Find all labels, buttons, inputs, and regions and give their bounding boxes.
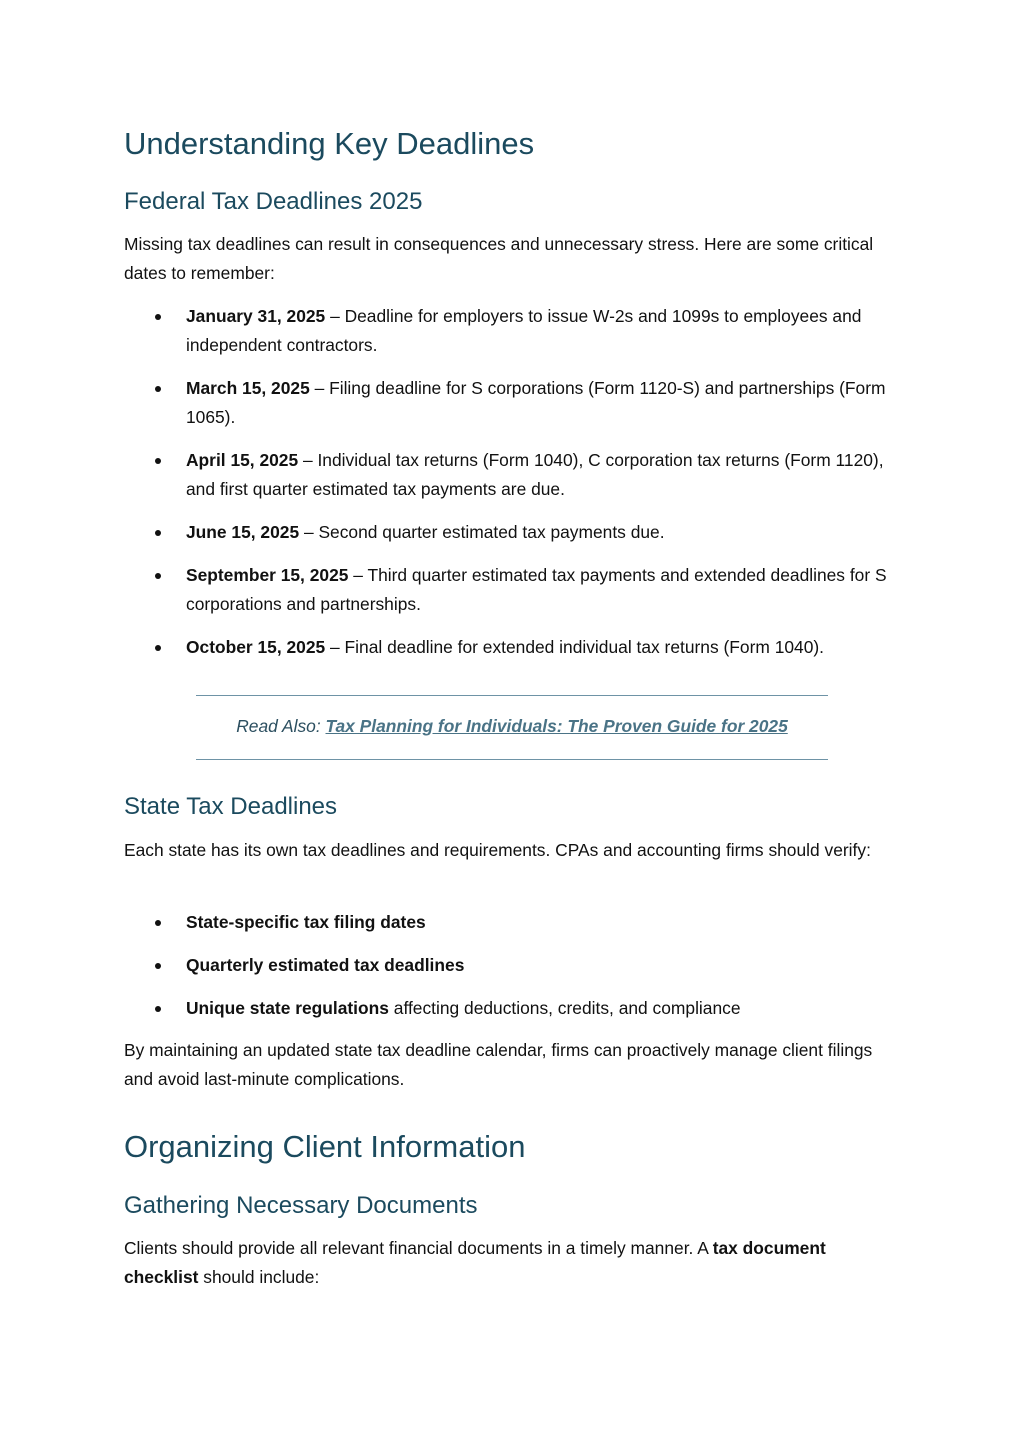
heading-gathering-necessary-documents: Gathering Necessary Documents [124, 1192, 478, 1219]
list-item-text: affecting deductions, credits, and compliance [388, 998, 741, 1018]
list-item [124, 302, 906, 360]
list-item [124, 633, 906, 662]
list-item [124, 994, 906, 1023]
deadline-date: April 15, 2025 [186, 450, 299, 470]
deadline-description: – Filing deadline for S corporations (Form 1120-S) and partnerships (Form 1065). [186, 378, 886, 427]
state-deadline-list [124, 908, 904, 1037]
list-item-bold: Unique state regulations [186, 998, 389, 1018]
heading-federal-tax-deadlines: Federal Tax Deadlines 2025 [124, 188, 423, 215]
gathering-paragraph [124, 1234, 894, 1292]
bullet-icon [155, 458, 161, 464]
deadline-description: – Final deadline for extended individual tax returns (Form 1040). [325, 637, 825, 657]
deadline-description: – Individual tax returns (Form 1040), C corporation tax returns (Form 1120), and first quarter estimated tax payments are due. [186, 450, 884, 499]
deadline-date: June 15, 2025 [186, 522, 300, 542]
deadline-date: October 15, 2025 [186, 637, 326, 657]
deadline-description: – Third quarter estimated tax payments and extended deadlines for S corporations and partnerships. [186, 565, 887, 614]
deadline-description: – Deadline for employers to issue W-2s and 1099s to employees and independent contractors. [186, 306, 862, 355]
list-item-bold: Quarterly estimated tax deadlines [186, 955, 465, 975]
gathering-text-start: Clients should provide all relevant financial documents in a timely manner. A [124, 1238, 713, 1258]
state-intro-paragraph: Each state has its own tax deadlines and requirements. CPAs and accounting firms should verify: [124, 840, 871, 860]
bullet-icon [155, 645, 161, 651]
deadline-date: March 15, 2025 [186, 378, 310, 398]
deadline-date: January 31, 2025 [186, 306, 326, 326]
bullet-icon [155, 314, 161, 320]
list-item [124, 951, 906, 980]
list-item [124, 446, 906, 504]
bullet-icon [155, 386, 161, 392]
gathering-text-end: should include: [198, 1267, 320, 1287]
heading-understanding-key-deadlines: Understanding Key Deadlines [124, 126, 535, 161]
read-also-box [196, 695, 828, 760]
list-item [124, 518, 906, 547]
deadline-date: September 15, 2025 [186, 565, 349, 585]
list-item [124, 561, 906, 619]
list-item [124, 374, 906, 432]
federal-deadline-list [124, 302, 904, 676]
bullet-icon [155, 920, 161, 926]
state-outro-paragraph: By maintaining an updated state tax deadline calendar, firms can proactively manage client filings and avoid last-minute complications. [124, 1040, 873, 1089]
heading-organizing-client-information: Organizing Client Information [124, 1129, 526, 1164]
list-item [124, 908, 906, 937]
gathering-bold-term: tax document checklist [124, 1238, 826, 1287]
bullet-icon [155, 573, 161, 579]
bullet-icon [155, 963, 161, 969]
read-also-label: Read Also: [236, 716, 326, 736]
deadline-description: – Second quarter estimated tax payments due. [299, 522, 665, 542]
bullet-icon [155, 1006, 161, 1012]
federal-intro-paragraph: Missing tax deadlines can result in consequences and unnecessary stress. Here are some critical dates to remember: [124, 234, 874, 283]
bullet-icon [155, 530, 161, 536]
heading-state-tax-deadlines: State Tax Deadlines [124, 793, 338, 820]
list-item-bold: State-specific tax filing dates [186, 912, 426, 932]
read-also-link[interactable]: Tax Planning for Individuals: The Proven Guide for 2025 [325, 716, 788, 736]
